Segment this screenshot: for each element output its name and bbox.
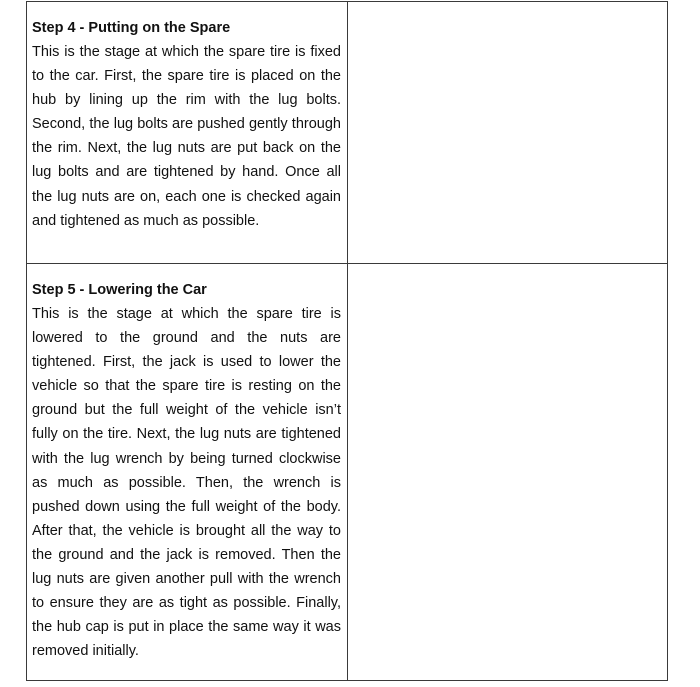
- step-4-text-cell: [27, 2, 348, 263]
- table-row-step-5: [27, 263, 667, 680]
- instructions-table: [26, 1, 668, 681]
- step-5-heading: Step 5 - Lowering the Car: [32, 282, 207, 298]
- step-4-empty-cell: [348, 2, 667, 263]
- step-4-body: This is the stage at which the spare tire is fixed to the car. First, the spare tire is placed on the hub by lining up the rim with the lug bolts. Second, the lug bolts are pushed gently through the rim. Next, the lug nuts are put back on the lug bolts and are tightened by hand. Once all the lug nuts are on, each one is checked again and tightened as much as possible.: [32, 44, 341, 229]
- step-5-body: This is the stage at which the spare tire is lowered to the ground and the nuts are tightened. First, the jack is used to lower the vehicle so that the spare tire is resting on the ground but the full weight of the vehicle isn’t fully on the tire. Next, the lug nuts are tightened with the lug wrench by being turned clockwise as much as possible. Then, the wrench is pushed down using the full weight of the body. After that, the vehicle is brought all the way to the ground and the jack is removed. Then the lug nuts are given another pull with the wrench to ensure they are as tight as possible. Finally, the hub cap is put in place the same way it was removed initially.: [32, 306, 341, 660]
- step-4-heading: Step 4 - Putting on the Spare: [32, 20, 231, 36]
- step-5-text-cell: [27, 264, 348, 680]
- step-5-empty-cell: [348, 264, 667, 680]
- table-row-step-4: [27, 2, 667, 263]
